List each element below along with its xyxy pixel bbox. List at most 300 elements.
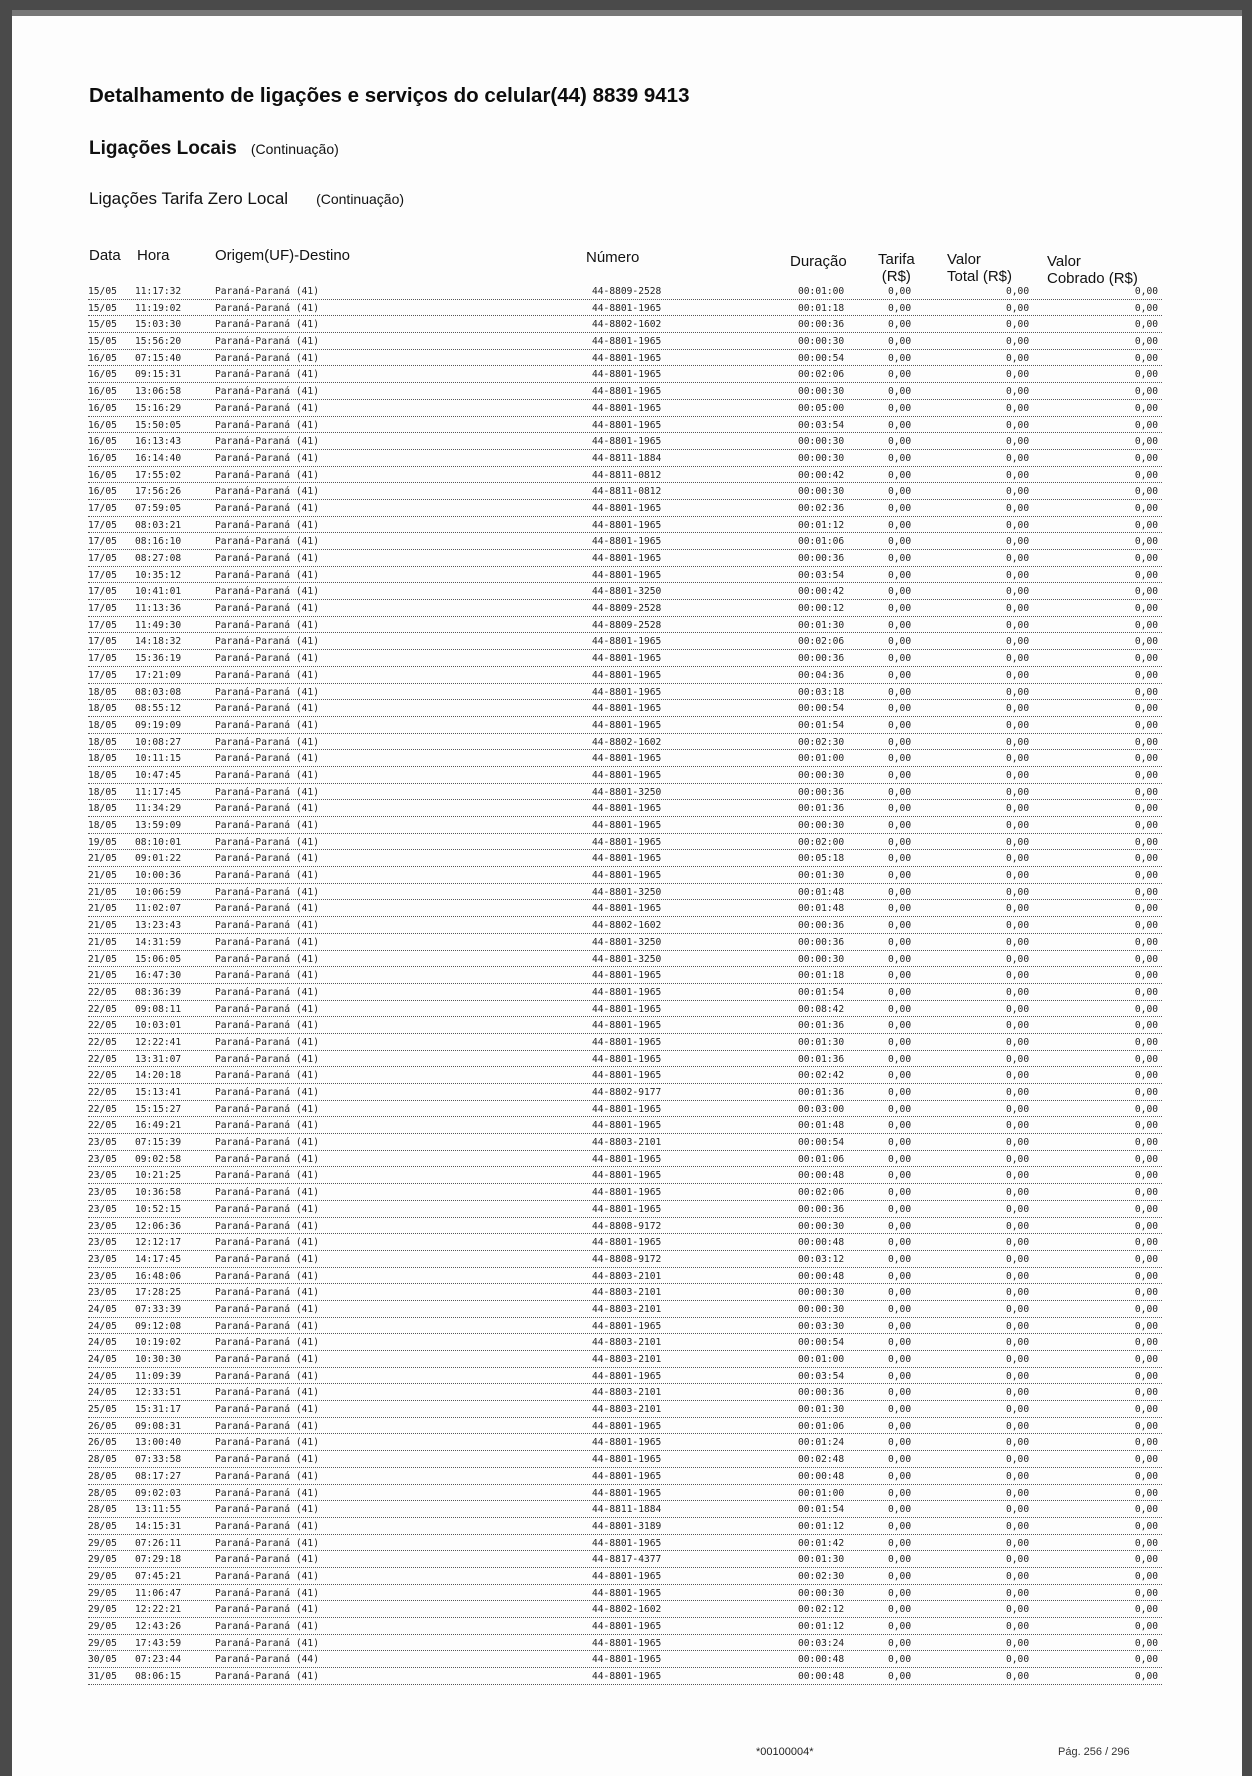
row-number: 44-8801-1965 [592, 519, 662, 531]
row-tariff: 0,00 [888, 1671, 912, 1683]
row-tariff: 0,00 [888, 636, 912, 648]
row-duration: 00:02:06 [798, 369, 845, 381]
row-charged-value: 0,00 [1134, 1220, 1158, 1232]
table-row [88, 750, 1162, 767]
row-date: 15/05 [88, 302, 117, 314]
row-charged-value: 0,00 [1134, 469, 1158, 481]
row-duration: 00:01:24 [798, 1437, 845, 1449]
row-number: 44-8801-1965 [592, 1036, 662, 1048]
row-number: 44-8802-1602 [592, 1604, 662, 1616]
row-time: 17:21:09 [135, 669, 182, 681]
row-tariff: 0,00 [888, 1520, 912, 1532]
table-row [88, 383, 1162, 400]
row-total-value: 0,00 [1006, 986, 1030, 998]
row-duration: 00:01:06 [798, 536, 845, 548]
row-tariff: 0,00 [888, 1420, 912, 1432]
section-note: (Continuação) [250, 141, 339, 157]
row-origin-destination: Paraná-Paraná (41) [215, 569, 319, 581]
row-duration: 00:03:54 [798, 419, 845, 431]
row-number: 44-8802-1602 [592, 920, 662, 932]
row-origin-destination: Paraná-Paraná (41) [215, 1153, 319, 1165]
row-total-value: 0,00 [1006, 769, 1030, 781]
row-origin-destination: Paraná-Paraná (41) [215, 736, 319, 748]
row-number: 44-8801-1965 [592, 1187, 662, 1199]
row-origin-destination: Paraná-Paraná (41) [215, 1287, 319, 1299]
row-time: 10:19:02 [135, 1337, 182, 1349]
row-charged-value: 0,00 [1134, 336, 1158, 348]
row-tariff: 0,00 [888, 853, 912, 865]
row-date: 16/05 [88, 452, 117, 464]
row-duration: 00:03:18 [798, 686, 845, 698]
row-number: 44-8808-9172 [592, 1220, 662, 1232]
row-charged-value: 0,00 [1134, 1420, 1158, 1432]
row-number: 44-8801-3250 [592, 786, 662, 798]
row-date: 23/05 [88, 1187, 117, 1199]
row-origin-destination: Paraná-Paraná (41) [215, 1570, 319, 1582]
row-number: 44-8801-1965 [592, 986, 662, 998]
row-origin-destination: Paraná-Paraná (41) [215, 870, 319, 882]
row-tariff: 0,00 [888, 653, 912, 665]
row-date: 22/05 [88, 1036, 117, 1048]
row-date: 24/05 [88, 1303, 117, 1315]
row-origin-destination: Paraná-Paraná (41) [215, 553, 319, 564]
table-row [88, 467, 1162, 484]
row-total-value: 0,00 [1006, 1637, 1030, 1649]
row-time: 11:09:39 [135, 1370, 182, 1382]
table-row [88, 433, 1162, 450]
row-duration: 00:08:42 [798, 1003, 845, 1015]
row-time: 07:15:39 [135, 1137, 182, 1149]
table-row [88, 550, 1162, 567]
row-charged-value: 0,00 [1134, 1654, 1158, 1666]
row-total-value: 0,00 [1006, 1320, 1030, 1332]
row-date: 24/05 [88, 1337, 117, 1349]
table-row [88, 1601, 1162, 1618]
row-time: 16:47:30 [135, 970, 182, 982]
row-duration: 00:01:42 [798, 1537, 845, 1549]
row-charged-value: 0,00 [1134, 1504, 1158, 1516]
table-row [88, 967, 1162, 984]
row-number: 44-8801-1965 [592, 1237, 662, 1249]
row-total-value: 0,00 [1006, 1337, 1030, 1349]
row-total-value: 0,00 [1006, 870, 1030, 882]
row-origin-destination: Paraná-Paraná (41) [215, 653, 319, 665]
row-tariff: 0,00 [888, 1654, 912, 1666]
row-charged-value: 0,00 [1134, 986, 1158, 998]
row-origin-destination: Paraná-Paraná (41) [215, 703, 319, 715]
row-duration: 00:00:48 [798, 1671, 845, 1683]
row-total-value: 0,00 [1006, 519, 1030, 531]
row-tariff: 0,00 [888, 1003, 912, 1015]
row-total-value: 0,00 [1006, 1303, 1030, 1315]
row-origin-destination: Paraná-Paraná (41) [215, 1036, 319, 1048]
table-row [88, 1418, 1162, 1435]
row-duration: 00:05:18 [798, 853, 845, 865]
row-tariff: 0,00 [888, 736, 912, 748]
scan-edge [12, 10, 1242, 16]
row-total-value: 0,00 [1006, 836, 1030, 848]
row-charged-value: 0,00 [1134, 886, 1158, 898]
row-duration: 00:01:54 [798, 719, 845, 731]
row-duration: 00:00:30 [798, 1303, 845, 1315]
col-header-valor-total-line2: Total (R$) [947, 268, 1013, 285]
row-duration: 00:02:36 [798, 502, 845, 514]
row-tariff: 0,00 [888, 953, 912, 965]
row-duration: 00:04:36 [798, 669, 845, 681]
row-total-value: 0,00 [1006, 1020, 1030, 1032]
row-date: 22/05 [88, 1070, 117, 1082]
row-date: 18/05 [88, 803, 117, 815]
row-number: 44-8801-1965 [592, 1487, 662, 1499]
row-time: 09:12:08 [135, 1320, 182, 1332]
row-duration: 00:01:00 [798, 753, 845, 765]
row-charged-value: 0,00 [1134, 1020, 1158, 1032]
row-time: 07:45:21 [135, 1570, 182, 1582]
row-origin-destination: Paraná-Paraná (41) [215, 1354, 319, 1365]
row-charged-value: 0,00 [1134, 369, 1158, 381]
row-duration: 00:01:12 [798, 1520, 845, 1532]
col-header-numero: Número [586, 249, 640, 266]
row-number: 44-8801-1965 [592, 1320, 662, 1332]
row-date: 21/05 [88, 903, 117, 915]
row-tariff: 0,00 [888, 753, 912, 765]
row-date: 24/05 [88, 1354, 117, 1365]
table-row [88, 483, 1162, 500]
row-tariff: 0,00 [888, 1053, 912, 1065]
row-tariff: 0,00 [888, 352, 912, 364]
section-name: Ligações Locais [89, 138, 237, 159]
row-origin-destination: Paraná-Paraná (41) [215, 469, 319, 481]
row-tariff: 0,00 [888, 436, 912, 448]
row-origin-destination: Paraná-Paraná (41) [215, 686, 319, 698]
row-tariff: 0,00 [888, 1504, 912, 1516]
row-total-value: 0,00 [1006, 452, 1030, 464]
row-origin-destination: Paraná-Paraná (41) [215, 1020, 319, 1032]
table-row [88, 917, 1162, 934]
row-duration: 00:00:30 [798, 953, 845, 965]
row-number: 44-8817-4377 [592, 1554, 662, 1566]
row-charged-value: 0,00 [1134, 1270, 1158, 1282]
row-number: 44-8801-1965 [592, 1103, 662, 1115]
row-origin-destination: Paraná-Paraná (41) [215, 786, 319, 798]
row-tariff: 0,00 [888, 1237, 912, 1249]
row-charged-value: 0,00 [1134, 286, 1158, 297]
row-total-value: 0,00 [1006, 1454, 1030, 1466]
row-time: 09:02:03 [135, 1487, 182, 1499]
row-tariff: 0,00 [888, 1287, 912, 1299]
row-duration: 00:00:30 [798, 452, 845, 464]
row-duration: 00:00:30 [798, 1587, 845, 1599]
row-origin-destination: Paraná-Paraná (41) [215, 1470, 319, 1482]
row-number: 44-8801-1965 [592, 302, 662, 314]
row-date: 29/05 [88, 1637, 117, 1649]
row-total-value: 0,00 [1006, 1487, 1030, 1499]
table-row [88, 500, 1162, 517]
row-duration: 00:00:30 [798, 486, 845, 498]
row-origin-destination: Paraná-Paraná (41) [215, 1270, 319, 1282]
row-duration: 00:01:18 [798, 970, 845, 982]
row-duration: 00:00:36 [798, 1203, 845, 1215]
row-number: 44-8801-1965 [592, 803, 662, 815]
row-date: 17/05 [88, 536, 117, 548]
row-tariff: 0,00 [888, 803, 912, 815]
table-row [88, 1401, 1162, 1418]
row-total-value: 0,00 [1006, 1237, 1030, 1249]
row-total-value: 0,00 [1006, 719, 1030, 731]
row-time: 07:59:05 [135, 502, 182, 514]
row-total-value: 0,00 [1006, 1654, 1030, 1666]
row-duration: 00:01:30 [798, 1554, 845, 1566]
row-origin-destination: Paraná-Paraná (41) [215, 1320, 319, 1332]
row-duration: 00:01:30 [798, 1404, 845, 1416]
row-number: 44-8801-1965 [592, 1153, 662, 1165]
row-number: 44-8801-1965 [592, 386, 662, 398]
row-tariff: 0,00 [888, 870, 912, 882]
table-row [88, 867, 1162, 884]
row-tariff: 0,00 [888, 886, 912, 898]
row-time: 10:47:45 [135, 769, 182, 781]
row-time: 16:13:43 [135, 436, 182, 448]
row-number: 44-8801-1965 [592, 669, 662, 681]
row-total-value: 0,00 [1006, 736, 1030, 748]
table-row [88, 834, 1162, 851]
row-time: 08:27:08 [135, 553, 182, 564]
row-duration: 00:00:30 [798, 336, 845, 348]
row-tariff: 0,00 [888, 1187, 912, 1199]
row-origin-destination: Paraná-Paraná (41) [215, 1003, 319, 1015]
row-number: 44-8811-1884 [592, 1504, 662, 1516]
row-tariff: 0,00 [888, 1203, 912, 1215]
row-time: 15:13:41 [135, 1087, 182, 1098]
table-row [88, 767, 1162, 784]
row-charged-value: 0,00 [1134, 1387, 1158, 1399]
subsection-name: Ligações Tarifa Zero Local [89, 189, 289, 208]
row-date: 19/05 [88, 836, 117, 848]
row-tariff: 0,00 [888, 1036, 912, 1048]
row-number: 44-8801-1965 [592, 1454, 662, 1466]
row-charged-value: 0,00 [1134, 452, 1158, 464]
row-date: 17/05 [88, 603, 117, 615]
col-header-valor-cobrado-line1: Valor [1047, 253, 1081, 270]
row-origin-destination: Paraná-Paraná (44) [215, 1654, 319, 1666]
row-tariff: 0,00 [888, 986, 912, 998]
row-number: 44-8801-1965 [592, 903, 662, 915]
row-duration: 00:01:36 [798, 1053, 845, 1065]
row-time: 13:06:58 [135, 386, 182, 398]
row-tariff: 0,00 [888, 402, 912, 414]
row-date: 29/05 [88, 1554, 117, 1566]
row-total-value: 0,00 [1006, 1420, 1030, 1432]
row-charged-value: 0,00 [1134, 1253, 1158, 1265]
table-row [88, 1501, 1162, 1518]
table-row [88, 300, 1162, 317]
row-number: 44-8801-1965 [592, 870, 662, 882]
row-time: 07:26:11 [135, 1537, 182, 1549]
row-time: 12:22:21 [135, 1604, 182, 1616]
row-total-value: 0,00 [1006, 1120, 1030, 1132]
row-tariff: 0,00 [888, 703, 912, 715]
row-tariff: 0,00 [888, 519, 912, 531]
row-tariff: 0,00 [888, 1137, 912, 1149]
row-time: 12:06:36 [135, 1220, 182, 1232]
row-charged-value: 0,00 [1134, 586, 1158, 598]
table-row [88, 533, 1162, 550]
row-charged-value: 0,00 [1134, 853, 1158, 865]
row-total-value: 0,00 [1006, 302, 1030, 314]
row-date: 17/05 [88, 636, 117, 648]
row-origin-destination: Paraná-Paraná (41) [215, 753, 319, 765]
table-row [88, 817, 1162, 834]
row-origin-destination: Paraná-Paraná (41) [215, 769, 319, 781]
row-time: 08:36:39 [135, 986, 182, 998]
row-duration: 00:00:36 [798, 653, 845, 665]
row-time: 10:41:01 [135, 586, 182, 598]
col-header-valor-total [947, 251, 1012, 285]
row-tariff: 0,00 [888, 1320, 912, 1332]
row-number: 44-8801-1965 [592, 769, 662, 781]
row-charged-value: 0,00 [1134, 1337, 1158, 1349]
row-number: 44-8803-2101 [592, 1404, 662, 1416]
row-number: 44-8801-1965 [592, 1120, 662, 1132]
row-origin-destination: Paraná-Paraná (41) [215, 953, 319, 965]
section-heading [89, 138, 339, 160]
row-time: 09:08:11 [135, 1003, 182, 1015]
row-number: 44-8801-1965 [592, 1437, 662, 1449]
row-charged-value: 0,00 [1134, 836, 1158, 848]
row-number: 44-8801-1965 [592, 719, 662, 731]
row-tariff: 0,00 [888, 452, 912, 464]
table-row [88, 316, 1162, 333]
row-origin-destination: Paraná-Paraná (41) [215, 1420, 319, 1432]
row-total-value: 0,00 [1006, 1404, 1030, 1416]
row-tariff: 0,00 [888, 1621, 912, 1632]
row-total-value: 0,00 [1006, 1270, 1030, 1282]
row-charged-value: 0,00 [1134, 419, 1158, 431]
row-date: 29/05 [88, 1537, 117, 1549]
row-time: 09:02:58 [135, 1153, 182, 1165]
row-tariff: 0,00 [888, 970, 912, 982]
row-duration: 00:01:30 [798, 870, 845, 882]
row-date: 17/05 [88, 619, 117, 631]
row-duration: 00:00:54 [798, 352, 845, 364]
row-time: 11:13:36 [135, 603, 182, 615]
row-charged-value: 0,00 [1134, 302, 1158, 314]
row-date: 18/05 [88, 753, 117, 765]
row-time: 15:50:05 [135, 419, 182, 431]
row-charged-value: 0,00 [1134, 1354, 1158, 1365]
table-row [88, 934, 1162, 951]
table-row [88, 1134, 1162, 1151]
row-charged-value: 0,00 [1134, 1604, 1158, 1616]
row-time: 10:35:12 [135, 569, 182, 581]
row-charged-value: 0,00 [1134, 1287, 1158, 1299]
row-origin-destination: Paraná-Paraná (41) [215, 1487, 319, 1499]
row-tariff: 0,00 [888, 903, 912, 915]
row-duration: 00:02:30 [798, 1570, 845, 1582]
row-time: 08:55:12 [135, 703, 182, 715]
row-number: 44-8801-1965 [592, 569, 662, 581]
row-date: 21/05 [88, 970, 117, 982]
row-number: 44-8801-1965 [592, 1003, 662, 1015]
col-header-valor-cobrado [1047, 253, 1138, 287]
row-charged-value: 0,00 [1134, 1520, 1158, 1532]
row-tariff: 0,00 [888, 586, 912, 598]
table-row [88, 600, 1162, 617]
row-date: 22/05 [88, 1020, 117, 1032]
row-number: 44-8801-3250 [592, 936, 662, 948]
table-row [88, 1535, 1162, 1552]
row-duration: 00:01:00 [798, 286, 845, 297]
row-date: 16/05 [88, 486, 117, 498]
row-date: 24/05 [88, 1370, 117, 1382]
row-charged-value: 0,00 [1134, 502, 1158, 514]
table-row [88, 1034, 1162, 1051]
row-number: 44-8803-2101 [592, 1137, 662, 1149]
row-tariff: 0,00 [888, 1270, 912, 1282]
row-tariff: 0,00 [888, 1354, 912, 1365]
table-row [88, 684, 1162, 701]
row-number: 44-8801-1965 [592, 1470, 662, 1482]
row-duration: 00:00:36 [798, 920, 845, 932]
table-row [88, 717, 1162, 734]
table-row [88, 617, 1162, 634]
row-date: 25/05 [88, 1404, 117, 1416]
row-charged-value: 0,00 [1134, 1087, 1158, 1098]
row-duration: 00:00:54 [798, 703, 845, 715]
row-duration: 00:01:06 [798, 1420, 845, 1432]
row-duration: 00:00:36 [798, 553, 845, 564]
table-row [88, 667, 1162, 684]
row-tariff: 0,00 [888, 669, 912, 681]
row-duration: 00:01:48 [798, 886, 845, 898]
row-tariff: 0,00 [888, 1103, 912, 1115]
row-date: 22/05 [88, 1053, 117, 1065]
row-date: 22/05 [88, 986, 117, 998]
row-total-value: 0,00 [1006, 603, 1030, 615]
row-number: 44-8801-1965 [592, 686, 662, 698]
row-charged-value: 0,00 [1134, 1587, 1158, 1599]
table-row [88, 1334, 1162, 1351]
row-date: 16/05 [88, 419, 117, 431]
row-time: 14:18:32 [135, 636, 182, 648]
row-total-value: 0,00 [1006, 1470, 1030, 1482]
row-origin-destination: Paraná-Paraná (41) [215, 1187, 319, 1199]
row-tariff: 0,00 [888, 1387, 912, 1399]
row-tariff: 0,00 [888, 302, 912, 314]
col-header-tarifa-unit: (R$) [881, 268, 911, 285]
row-time: 15:16:29 [135, 402, 182, 414]
table-row [88, 1167, 1162, 1184]
row-date: 21/05 [88, 886, 117, 898]
row-number: 44-8803-2101 [592, 1303, 662, 1315]
row-tariff: 0,00 [888, 1404, 912, 1416]
row-tariff: 0,00 [888, 369, 912, 381]
row-date: 29/05 [88, 1587, 117, 1599]
row-time: 11:49:30 [135, 619, 182, 631]
row-date: 23/05 [88, 1203, 117, 1215]
row-duration: 00:00:42 [798, 586, 845, 598]
row-tariff: 0,00 [888, 336, 912, 348]
row-duration: 00:01:54 [798, 1504, 845, 1516]
row-charged-value: 0,00 [1134, 753, 1158, 765]
row-tariff: 0,00 [888, 836, 912, 848]
row-date: 16/05 [88, 386, 117, 398]
table-row [88, 1351, 1162, 1368]
row-total-value: 0,00 [1006, 369, 1030, 381]
row-charged-value: 0,00 [1134, 536, 1158, 548]
row-number: 44-8801-1965 [592, 1637, 662, 1649]
row-origin-destination: Paraná-Paraná (41) [215, 1387, 319, 1399]
